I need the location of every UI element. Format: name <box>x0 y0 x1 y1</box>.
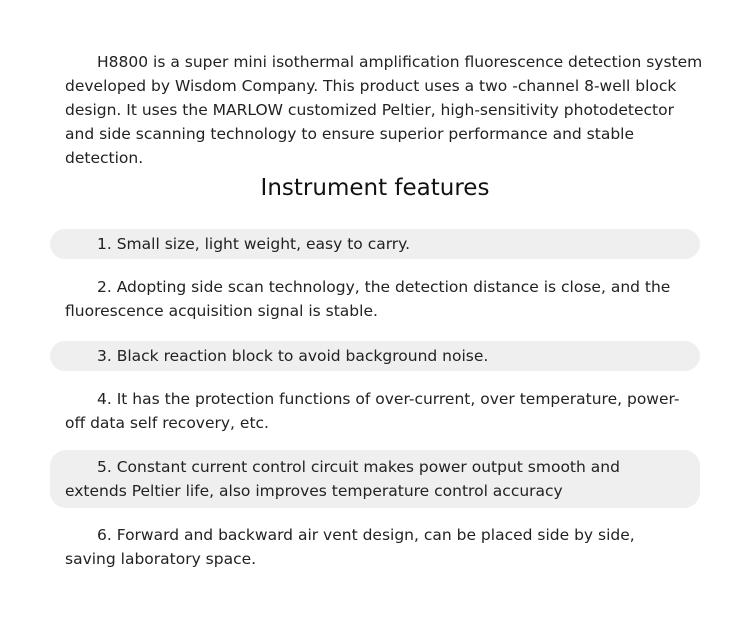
feature-text: 6. Forward and backward air vent design, can be placed side by side, saving laboratory space. <box>65 526 635 568</box>
feature-item-2 <box>50 275 700 323</box>
feature-item-1 <box>50 229 700 259</box>
feature-item-5 <box>50 450 700 508</box>
feature-item-6 <box>50 523 700 571</box>
feature-text: 4. It has the protection functions of over-current, over temperature, power-off data self recovery, etc. <box>65 390 680 432</box>
feature-text: 3. Black reaction block to avoid background noise. <box>97 347 489 365</box>
feature-item-4 <box>50 387 700 435</box>
intro-paragraph: H8800 is a super mini isothermal amplification fluorescence detection system developed by Wisdom Company. This product uses a two -channel 8-well block design. It uses the MARLOW customized Peltier, high-sensitivity photodetector and side scanning technology to ensure superior performance and stable detection. <box>65 53 703 167</box>
feature-item-3 <box>50 341 700 371</box>
feature-text: 5. Constant current control circuit makes power output smooth and extends Peltier life, also improves temperature control accuracy <box>65 458 620 500</box>
feature-text: 1. Small size, light weight, easy to carry. <box>97 235 411 253</box>
feature-text: 2. Adopting side scan technology, the detection distance is close, and the fluorescence acquisition signal is stable. <box>65 278 671 320</box>
section-heading: Instrument features <box>260 175 490 201</box>
